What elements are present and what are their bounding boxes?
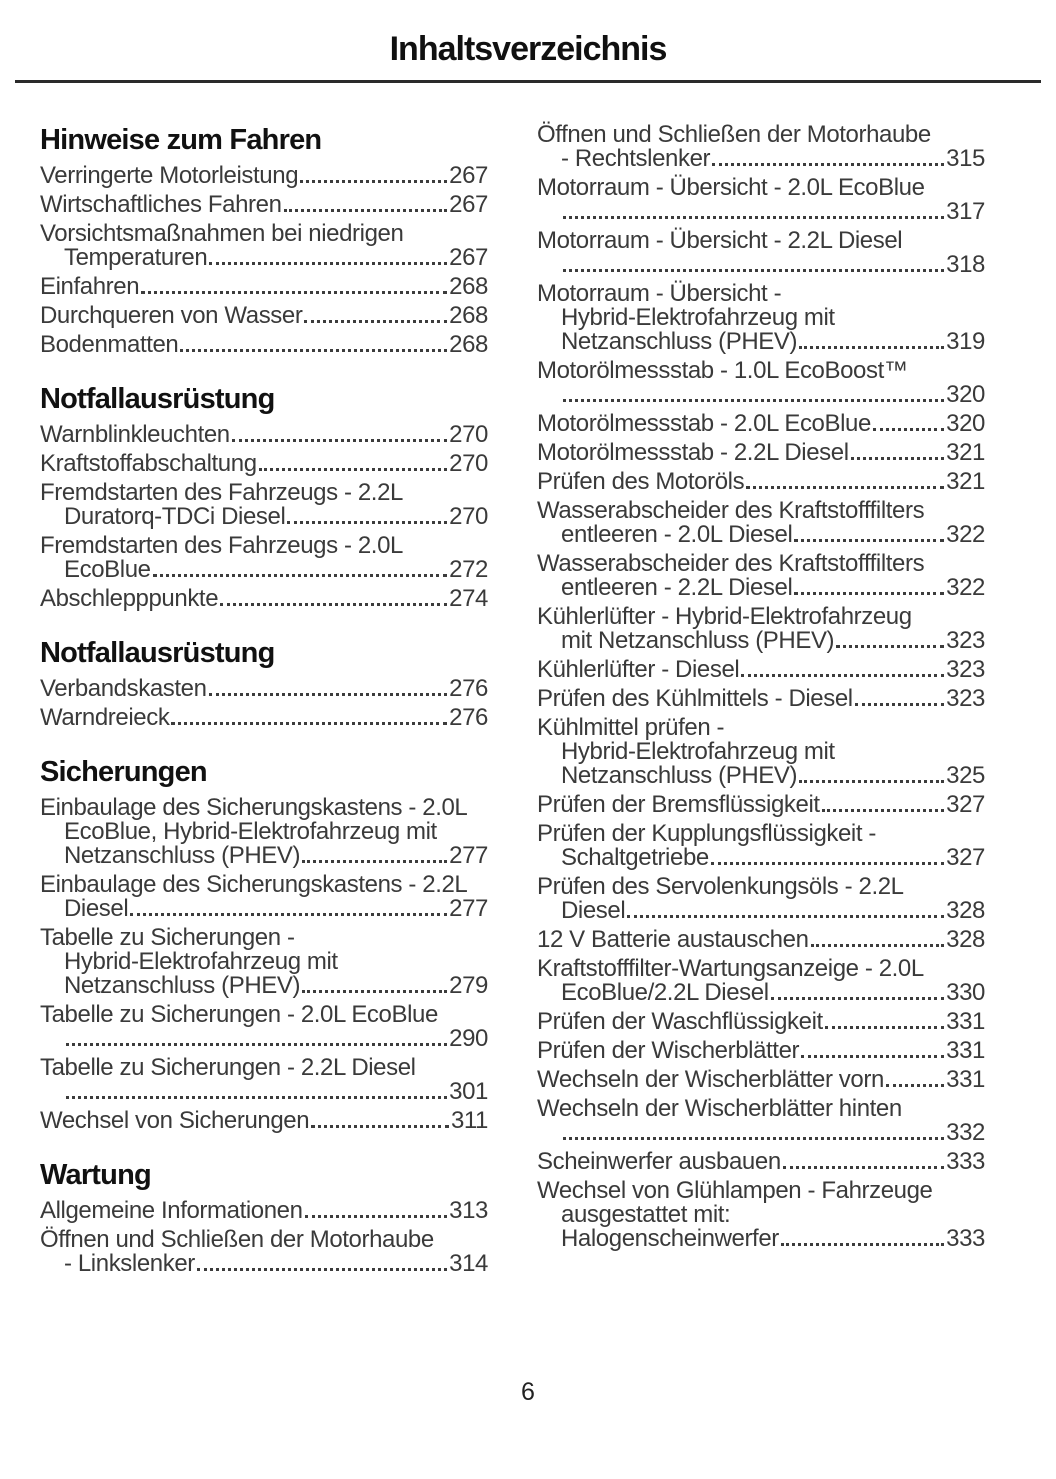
toc-page-ref: 333 xyxy=(946,1148,985,1175)
toc-entry-line xyxy=(40,796,488,820)
toc-page-ref: 272 xyxy=(449,556,488,583)
toc-entry-text: Prüfen der Bremsflüssigkeit xyxy=(537,791,820,818)
toc-page-ref: 317 xyxy=(946,198,985,225)
toc-entry-line xyxy=(40,505,488,529)
toc-entry-text: EcoBlue xyxy=(64,556,151,583)
toc-entry-line xyxy=(40,304,488,328)
toc-page-ref: 323 xyxy=(946,656,985,683)
toc-entry-text: Verbandskasten xyxy=(40,675,207,702)
dot-leader xyxy=(209,262,447,265)
toc-entry-text: Hybrid-Elektrofahrzeug mit xyxy=(561,738,835,765)
toc-page-ref: 328 xyxy=(946,897,985,924)
toc-entry-line xyxy=(40,222,488,246)
toc-entry-line xyxy=(40,481,488,505)
toc-page-ref: 322 xyxy=(946,574,985,601)
toc-entry-line xyxy=(537,1179,985,1203)
toc-entry-line xyxy=(40,677,488,701)
dot-leader xyxy=(66,1096,447,1099)
dot-leader xyxy=(563,269,944,272)
dot-leader xyxy=(836,645,944,648)
toc-page-ref: 321 xyxy=(946,468,985,495)
toc-entry xyxy=(537,176,985,224)
dot-leader xyxy=(771,997,945,1000)
dot-leader xyxy=(171,722,447,725)
toc-entry xyxy=(537,1097,985,1145)
dot-leader xyxy=(302,990,447,993)
toc-entry-text: Schaltgetriebe xyxy=(561,844,709,871)
toc-entry xyxy=(40,926,488,998)
toc-entry xyxy=(537,875,985,923)
dot-leader xyxy=(711,862,944,865)
toc-entry-line xyxy=(537,147,985,171)
toc-entry-text: Einfahren xyxy=(40,273,140,300)
toc-entry-line xyxy=(40,706,488,730)
toc-entry xyxy=(40,452,488,476)
toc-entry-text: Kraftstofffilter-Wartungsanzeige - 2.0L xyxy=(537,955,924,982)
toc-entry-text: Abschlepppunkte xyxy=(40,585,219,612)
toc-entry-text: Hybrid-Elektrofahrzeug mit xyxy=(64,948,338,975)
toc-entry-line xyxy=(537,981,985,1005)
toc-page-ref: 327 xyxy=(946,844,985,871)
toc-entry xyxy=(40,796,488,868)
toc-page-ref: 274 xyxy=(449,585,488,612)
toc-entry-text: Kühlmittel prüfen - xyxy=(537,714,725,741)
toc-page-ref: 332 xyxy=(946,1119,985,1146)
toc-entry-line xyxy=(40,275,488,299)
toc-entry-line xyxy=(40,193,488,217)
toc-entry-line xyxy=(537,441,985,465)
toc-page-ref: 279 xyxy=(449,972,488,999)
toc-page-ref: 268 xyxy=(449,273,488,300)
toc-entry-line xyxy=(40,587,488,611)
toc-entry-text: Netzanschluss (PHEV) xyxy=(64,972,301,999)
toc-entry-line xyxy=(537,523,985,547)
toc-page-ref: 311 xyxy=(450,1107,488,1134)
toc-page-ref: 268 xyxy=(449,331,488,358)
toc-entry-text: Diesel xyxy=(561,897,626,924)
dot-leader xyxy=(284,209,448,212)
dot-leader xyxy=(746,486,944,489)
toc-entry xyxy=(537,793,985,817)
dot-leader xyxy=(197,1268,447,1271)
toc-entry xyxy=(537,1039,985,1063)
toc-page-ref: 267 xyxy=(449,191,488,218)
toc-entry-line xyxy=(40,897,488,921)
toc-entry-text: Netzanschluss (PHEV) xyxy=(561,328,798,355)
toc-entry xyxy=(537,687,985,711)
dot-leader xyxy=(287,521,447,524)
toc-entry-line xyxy=(537,928,985,952)
toc-entry-text: Prüfen der Waschflüssigkeit xyxy=(537,1008,823,1035)
toc-entry-text: Verringerte Motorleistung xyxy=(40,162,299,189)
toc-entry-line xyxy=(537,229,985,253)
toc-entry-text: Öffnen und Schließen der Motorhaube xyxy=(40,1226,434,1253)
toc-entry xyxy=(40,587,488,611)
toc-entry-line xyxy=(40,1080,488,1104)
manual-toc-page xyxy=(0,30,1056,1406)
dot-leader xyxy=(153,574,448,577)
page-number: 6 xyxy=(521,1378,535,1406)
dot-leader xyxy=(851,457,945,460)
toc-entry xyxy=(537,658,985,682)
toc-entry xyxy=(537,123,985,171)
toc-entry xyxy=(537,822,985,870)
toc-entry-text: Durchqueren von Wasser xyxy=(40,302,303,329)
toc-entry-line xyxy=(537,1121,985,1145)
toc-entry-line xyxy=(537,1039,985,1063)
toc-entry-text: Vorsichtsmaßnahmen bei niedrigen xyxy=(40,220,404,247)
title-divider xyxy=(15,80,1041,83)
toc-page-ref: 323 xyxy=(946,627,985,654)
toc-entry-line xyxy=(537,629,985,653)
toc-page-ref: 270 xyxy=(449,450,488,477)
dot-leader xyxy=(627,915,944,918)
dot-leader xyxy=(305,1215,448,1218)
toc-entry-text: Öffnen und Schließen der Motorhaube xyxy=(537,121,931,148)
toc-page-ref: 323 xyxy=(946,685,985,712)
toc-entry-line xyxy=(40,1199,488,1223)
toc-page-ref: 277 xyxy=(449,895,488,922)
toc-entry xyxy=(40,534,488,582)
toc-entry-line xyxy=(40,452,488,476)
toc-page-ref: 320 xyxy=(946,381,985,408)
toc-entry-text: Motorraum - Übersicht - xyxy=(537,280,782,307)
dot-leader xyxy=(712,163,944,166)
toc-page-ref: 276 xyxy=(449,675,488,702)
toc-entry-line xyxy=(40,1003,488,1027)
toc-entry-text: Wechseln der Wischerblätter vorn xyxy=(537,1066,884,1093)
toc-entry-text: Kühlerlüfter - Hybrid-Elektrofahrzeug xyxy=(537,603,912,630)
toc-entry-line xyxy=(537,383,985,407)
toc-entry xyxy=(537,1068,985,1092)
toc-page-ref: 313 xyxy=(449,1197,488,1224)
toc-entry-line xyxy=(537,740,985,764)
toc-entry-text: Hybrid-Elektrofahrzeug mit xyxy=(561,304,835,331)
toc-entry-line xyxy=(40,333,488,357)
toc-entry-text: Netzanschluss (PHEV) xyxy=(64,842,301,869)
toc-page-ref: 270 xyxy=(449,421,488,448)
toc-entry-text: 12 V Batterie austauschen xyxy=(537,926,809,953)
toc-entry-text: Wechsel von Sicherungen xyxy=(40,1107,310,1134)
toc-entry-text: Warndreieck xyxy=(40,704,170,731)
toc-entry xyxy=(40,333,488,357)
toc-page-ref: 319 xyxy=(946,328,985,355)
dot-leader xyxy=(822,809,945,812)
toc-entry-line xyxy=(537,412,985,436)
toc-entry xyxy=(40,1228,488,1276)
toc-entry-line xyxy=(40,534,488,558)
dot-leader xyxy=(311,1125,449,1128)
toc-page-ref: 268 xyxy=(449,302,488,329)
toc-entry xyxy=(537,1010,985,1034)
toc-column-left xyxy=(40,123,488,1281)
dot-leader xyxy=(563,216,944,219)
toc-entry-text: Prüfen des Servolenkungsöls - 2.2L xyxy=(537,873,904,900)
dot-leader xyxy=(66,1043,447,1046)
toc-page-ref: 315 xyxy=(946,145,985,172)
dot-leader xyxy=(304,320,447,323)
toc-entry-text: Wechsel von Glühlampen - Fahrzeuge xyxy=(537,1177,933,1204)
toc-entry-line xyxy=(40,423,488,447)
toc-entry xyxy=(537,412,985,436)
toc-page-ref: 328 xyxy=(946,926,985,953)
toc-entry-text: Kraftstoffabschaltung xyxy=(40,450,257,477)
toc-entry-line xyxy=(40,873,488,897)
toc-entry-line xyxy=(537,253,985,277)
toc-entry-text: Tabelle zu Sicherungen - 2.2L Diesel xyxy=(40,1054,416,1081)
toc-entry-line xyxy=(537,306,985,330)
dot-leader xyxy=(180,349,447,352)
toc-entry-line xyxy=(537,793,985,817)
toc-entry xyxy=(537,229,985,277)
section-heading: Sicherungen xyxy=(40,756,207,788)
toc-entry-line xyxy=(40,164,488,188)
toc-page-ref: 321 xyxy=(946,439,985,466)
toc-entry-line xyxy=(537,846,985,870)
toc-entry-text: Netzanschluss (PHEV) xyxy=(561,762,798,789)
dot-leader xyxy=(232,439,447,442)
toc-entry-text: mit Netzanschluss (PHEV) xyxy=(561,627,835,654)
toc-entry-line xyxy=(40,950,488,974)
toc-entry-line xyxy=(537,176,985,200)
toc-entry-line xyxy=(537,1097,985,1121)
toc-page-ref: 325 xyxy=(946,762,985,789)
toc-page-ref: 267 xyxy=(449,162,488,189)
toc-page-ref: 330 xyxy=(946,979,985,1006)
toc-page-ref: 318 xyxy=(946,251,985,278)
toc-entry xyxy=(537,499,985,547)
toc-page-ref: 331 xyxy=(946,1066,985,1093)
toc-page-ref: 320 xyxy=(946,410,985,437)
toc-entry-text: Wirtschaftliches Fahren xyxy=(40,191,282,218)
toc-entry-line xyxy=(537,1010,985,1034)
toc-entry-text: Bodenmatten xyxy=(40,331,179,358)
toc-entry-line xyxy=(537,658,985,682)
section-heading: Hinweise zum Fahren xyxy=(40,124,322,156)
toc-entry-text: Wasserabscheider des Kraftstofffilters xyxy=(537,550,925,577)
dot-leader xyxy=(811,944,945,947)
dot-leader xyxy=(300,180,447,183)
toc-entry-line xyxy=(537,899,985,923)
toc-entry-line xyxy=(40,558,488,582)
dot-leader xyxy=(130,913,447,916)
toc-entry-text: Warnblinkleuchten xyxy=(40,421,230,448)
toc-entry xyxy=(537,928,985,952)
dot-leader xyxy=(794,539,944,542)
toc-entry xyxy=(40,873,488,921)
toc-entry-line xyxy=(537,359,985,383)
toc-entry xyxy=(537,716,985,788)
toc-entry-line xyxy=(537,499,985,523)
toc-entry-line xyxy=(40,1109,488,1133)
toc-entry-line xyxy=(40,926,488,950)
toc-entry-line xyxy=(40,246,488,270)
toc-entry xyxy=(40,677,488,701)
dot-leader xyxy=(302,860,447,863)
dot-leader xyxy=(794,592,944,595)
toc-page-ref: 333 xyxy=(946,1225,985,1252)
toc-page-ref: 314 xyxy=(449,1250,488,1277)
toc-entry-text: Motorraum - Übersicht - 2.2L Diesel xyxy=(537,227,903,254)
toc-entry-text: Einbaulage des Sicherungskastens - 2.0L xyxy=(40,794,468,821)
toc-entry-line xyxy=(40,844,488,868)
dot-leader xyxy=(855,703,944,706)
toc-entry-text: Kühlerlüfter - Diesel xyxy=(537,656,740,683)
toc-entry-line xyxy=(537,957,985,981)
toc-entry xyxy=(40,1109,488,1133)
toc-entry-line xyxy=(537,875,985,899)
toc-columns xyxy=(0,123,1056,1281)
toc-entry-text: Fremdstarten des Fahrzeugs - 2.2L xyxy=(40,479,403,506)
dot-leader xyxy=(563,399,944,402)
toc-entry xyxy=(40,164,488,188)
toc-entry-text: ausgestattet mit: xyxy=(561,1201,731,1228)
toc-entry-text: Einbaulage des Sicherungskastens - 2.2L xyxy=(40,871,468,898)
toc-entry-text: Prüfen der Wischerblätter xyxy=(537,1037,800,1064)
toc-entry-text: Motorölmessstab - 1.0L EcoBoost™ xyxy=(537,357,908,384)
page-title: Inhaltsverzeichnis xyxy=(389,30,667,68)
section-heading: Notfallausrüstung xyxy=(40,383,275,415)
toc-page-ref: 270 xyxy=(449,503,488,530)
toc-entry xyxy=(537,470,985,494)
dot-leader xyxy=(781,1243,944,1246)
toc-entry-line xyxy=(537,1203,985,1227)
toc-entry-line xyxy=(40,974,488,998)
toc-entry-text: EcoBlue/2.2L Diesel xyxy=(561,979,769,1006)
toc-entry-line xyxy=(537,822,985,846)
toc-entry-line xyxy=(537,330,985,354)
section-heading: Wartung xyxy=(40,1159,151,1191)
toc-entry-text: Tabelle zu Sicherungen - 2.0L EcoBlue xyxy=(40,1001,438,1028)
dot-leader xyxy=(783,1166,944,1169)
toc-entry-text: Wasserabscheider des Kraftstofffilters xyxy=(537,497,925,524)
toc-entry-text: Duratorq-TDCi Diesel xyxy=(64,503,286,530)
toc-entry-line xyxy=(537,764,985,788)
toc-entry-line xyxy=(537,716,985,740)
toc-entry-line xyxy=(537,605,985,629)
dot-leader xyxy=(563,1137,944,1140)
toc-entry-text: Motorraum - Übersicht - 2.0L EcoBlue xyxy=(537,174,925,201)
toc-page-ref: 301 xyxy=(449,1078,488,1105)
toc-entry-text: - Linkslenker xyxy=(64,1250,195,1277)
toc-entry-text: - Rechtslenker xyxy=(561,145,711,172)
toc-entry-text: EcoBlue, Hybrid-Elektrofahrzeug mit xyxy=(64,818,437,845)
toc-entry xyxy=(537,552,985,600)
toc-entry-line xyxy=(40,1027,488,1051)
toc-entry xyxy=(40,481,488,529)
toc-page-ref: 322 xyxy=(946,521,985,548)
dot-leader xyxy=(259,468,448,471)
toc-entry-line xyxy=(537,200,985,224)
toc-entry-line xyxy=(40,1252,488,1276)
toc-entry-line xyxy=(537,123,985,147)
toc-entry xyxy=(40,423,488,447)
toc-page-ref: 327 xyxy=(946,791,985,818)
toc-entry xyxy=(537,957,985,1005)
toc-entry-line xyxy=(537,282,985,306)
toc-page-ref: 290 xyxy=(449,1025,488,1052)
toc-entry-line xyxy=(537,1068,985,1092)
toc-entry xyxy=(40,1056,488,1104)
toc-entry xyxy=(537,605,985,653)
toc-entry-text: Prüfen der Kupplungsflüssigkeit - xyxy=(537,820,876,847)
toc-page-ref: 331 xyxy=(946,1008,985,1035)
toc-entry xyxy=(537,282,985,354)
dot-leader xyxy=(220,603,447,606)
toc-entry-text: Allgemeine Informationen xyxy=(40,1197,303,1224)
toc-entry xyxy=(40,193,488,217)
toc-entry xyxy=(537,441,985,465)
toc-entry-line xyxy=(537,687,985,711)
toc-entry-text: Prüfen des Kühlmittels - Diesel xyxy=(537,685,853,712)
toc-page-ref: 331 xyxy=(946,1037,985,1064)
dot-leader xyxy=(825,1026,944,1029)
toc-entry-text: Wechseln der Wischerblätter hinten xyxy=(537,1095,902,1122)
dot-leader xyxy=(801,1055,944,1058)
dot-leader xyxy=(799,346,944,349)
dot-leader xyxy=(886,1084,944,1087)
toc-entry-text: Diesel xyxy=(64,895,129,922)
toc-entry-line xyxy=(537,1150,985,1174)
toc-entry xyxy=(40,275,488,299)
toc-entry-line xyxy=(537,576,985,600)
toc-entry-text: Tabelle zu Sicherungen - xyxy=(40,924,295,951)
toc-entry-line xyxy=(537,470,985,494)
toc-entry xyxy=(537,1179,985,1251)
toc-entry-text: Motorölmessstab - 2.2L Diesel xyxy=(537,439,849,466)
toc-entry-line xyxy=(537,552,985,576)
toc-page-ref: 276 xyxy=(449,704,488,731)
toc-entry-text: Fremdstarten des Fahrzeugs - 2.0L xyxy=(40,532,403,559)
toc-entry xyxy=(40,222,488,270)
toc-entry-line xyxy=(40,1228,488,1252)
dot-leader xyxy=(209,693,448,696)
toc-entry-line xyxy=(40,820,488,844)
toc-entry xyxy=(40,706,488,730)
toc-entry-line xyxy=(40,1056,488,1080)
toc-entry-text: Prüfen des Motoröls xyxy=(537,468,745,495)
toc-entry-text: Scheinwerfer ausbauen xyxy=(537,1148,781,1175)
dot-leader xyxy=(741,674,944,677)
toc-entry xyxy=(40,1199,488,1223)
dot-leader xyxy=(799,780,944,783)
dot-leader xyxy=(873,428,944,431)
toc-entry-text: Halogenscheinwerfer xyxy=(561,1225,779,1252)
toc-page-ref: 277 xyxy=(449,842,488,869)
toc-page-ref: 267 xyxy=(449,244,488,271)
section-heading: Notfallausrüstung xyxy=(40,637,275,669)
toc-entry xyxy=(537,1150,985,1174)
toc-entry-line xyxy=(537,1227,985,1251)
toc-entry xyxy=(537,359,985,407)
toc-entry-text: Motorölmessstab - 2.0L EcoBlue xyxy=(537,410,871,437)
toc-entry-text: entleeren - 2.2L Diesel xyxy=(561,574,793,601)
toc-entry xyxy=(40,304,488,328)
toc-column-right xyxy=(537,123,985,1281)
toc-entry-text: Temperaturen xyxy=(64,244,208,271)
dot-leader xyxy=(141,291,447,294)
toc-entry xyxy=(40,1003,488,1051)
toc-entry-text: entleeren - 2.0L Diesel xyxy=(561,521,793,548)
